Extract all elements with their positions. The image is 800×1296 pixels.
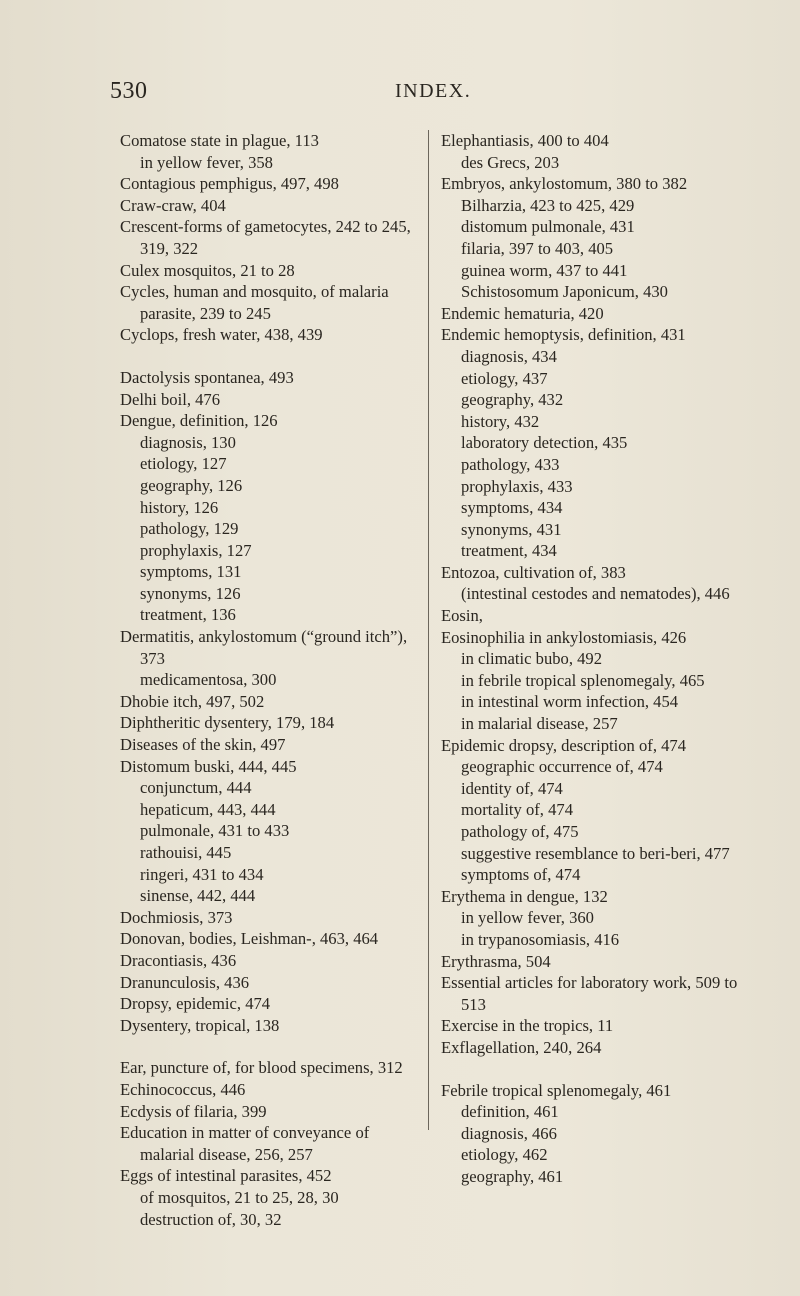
index-subentry: des Grecs, 203 — [461, 152, 560, 172]
index-subentry: treatment, 136 — [140, 605, 236, 625]
index-entry: Epidemic dropsy, description of, 474 — [441, 735, 687, 755]
index-entry: Endemic hematuria, 420 — [441, 303, 604, 323]
index-subentry: rathouisi, 445 — [140, 843, 232, 862]
index-entry: Delhi boil, 476 — [120, 389, 221, 409]
index-subentry: guinea worm, 437 to 441 — [461, 260, 628, 280]
index-subentry: synonyms, 431 — [461, 519, 562, 539]
index-entry: Diseases of the skin, 497 — [120, 735, 286, 755]
index-entry: Exflagellation, 240, 264 — [441, 1037, 602, 1057]
index-entry: Dranunculosis, 436 — [120, 972, 250, 992]
index-entry: Elephantiasis, 400 to 404 — [441, 131, 609, 150]
index-subentry: in malarial disease, 257 — [461, 714, 618, 734]
index-entry: Ear, puncture of, for blood specimens, 312 — [120, 1058, 403, 1078]
index-entry: Dysentery, tropical, 138 — [120, 1015, 280, 1035]
index-subentry: (intestinal cestodes and nematodes), 446 — [461, 584, 730, 604]
index-subentry: Schistosomum Japonicum, 430 — [461, 282, 668, 302]
index-entry: Echinococcus, 446 — [120, 1079, 246, 1099]
index-column-right — [441, 130, 761, 1188]
index-entry: Cyclops, fresh water, 438, 439 — [120, 325, 323, 345]
index-entry: Dhobie itch, 497, 502 — [120, 691, 265, 711]
index-subentry: pathology of, 475 — [461, 822, 579, 841]
index-subentry: sinense, 442, 444 — [140, 886, 256, 906]
index-subentry: ringeri, 431 to 434 — [140, 864, 264, 884]
index-subentry: of mosquitos, 21 to 25, 28, 30 — [140, 1187, 339, 1207]
index-subentry: identity of, 474 — [461, 778, 563, 798]
index-entry: Craw-craw, 404 — [120, 195, 226, 215]
column-divider — [428, 130, 429, 1130]
index-subentry: geographic occurrence of, 474 — [461, 757, 663, 777]
index-subentry: mortality of, 474 — [461, 800, 573, 820]
index-entry: Entozoa, cultivation of, 383 — [441, 562, 626, 582]
index-column-left — [120, 130, 420, 1230]
index-subentry: in yellow fever, 360 — [461, 908, 594, 928]
index-entry: Febrile tropical splenomegaly, 461 — [441, 1080, 672, 1100]
page-header — [110, 78, 690, 108]
index-subentry: diagnosis, 434 — [461, 346, 557, 366]
index-subentry: geography, 432 — [461, 390, 564, 410]
index-subentry: pulmonale, 431 to 433 — [140, 821, 290, 841]
index-entry: Crescent-forms of gametocytes, 242 to 245, 319, 322 — [120, 217, 411, 258]
index-entry: Erythrasma, 504 — [441, 951, 551, 971]
index-subentry: history, 126 — [140, 497, 219, 517]
index-subentry: diagnosis, 130 — [140, 432, 236, 452]
index-entry: Dracontiasis, 436 — [120, 950, 237, 970]
index-subentry: diagnosis, 466 — [461, 1123, 557, 1143]
running-head: INDEX. — [395, 80, 472, 102]
index-entry: Dactolysis spontanea, 493 — [120, 367, 294, 387]
index-entry: Eosin, — [441, 606, 483, 626]
index-entry: Ecdysis of filaria, 399 — [120, 1101, 267, 1121]
index-subentry: distomum pulmonale, 431 — [461, 217, 635, 237]
index-entry: Culex mosquitos, 21 to 28 — [120, 260, 295, 280]
index-subentry: etiology, 462 — [461, 1145, 548, 1165]
index-subentry: in climatic bubo, 492 — [461, 649, 603, 669]
index-subentry: symptoms, 131 — [140, 562, 242, 582]
index-subentry: pathology, 433 — [461, 454, 560, 474]
index-subentry: suggestive resemblance to beri-beri, 477 — [461, 843, 730, 863]
index-entry: Endemic hemoptysis, definition, 431 — [441, 325, 686, 345]
index-entry: Eosinophilia in ankylostomiasis, 426 — [441, 627, 687, 647]
index-entry: Embryos, ankylostomum, 380 to 382 — [441, 174, 688, 194]
index-entry: Dermatitis, ankylostomum (“ground itch”), 373 — [120, 627, 408, 668]
index-entry: Education in matter of conveyance of malarial disease, 256, 257 — [120, 1123, 370, 1164]
index-subentry: destruction of, 30, 32 — [140, 1209, 282, 1229]
index-subentry: pathology, 129 — [140, 519, 239, 539]
index-subentry: symptoms, 434 — [461, 498, 563, 518]
index-entry: Donovan, bodies, Leishman-, 463, 464 — [120, 929, 379, 949]
index-entry: Erythema in dengue, 132 — [441, 886, 608, 906]
index-subentry: conjunctum, 444 — [140, 778, 252, 798]
index-subentry: Bilharzia, 423 to 425, 429 — [461, 195, 635, 215]
index-entry: Dropsy, epidemic, 474 — [120, 994, 271, 1014]
index-subentry: geography, 126 — [140, 475, 243, 495]
index-entry: Dochmiosis, 373 — [120, 907, 233, 927]
index-entry: Eggs of intestinal parasites, 452 — [120, 1166, 332, 1186]
index-subentry: in febrile tropical splenomegaly, 465 — [461, 670, 705, 690]
index-subentry: laboratory detection, 435 — [461, 433, 628, 453]
index-entry: Diphtheritic dysentery, 179, 184 — [120, 713, 335, 733]
index-subentry: etiology, 127 — [140, 454, 227, 474]
page-number: 530 — [110, 78, 148, 104]
index-entry: Comatose state in plague, 113 — [120, 131, 319, 150]
index-entry: Distomum buski, 444, 445 — [120, 756, 297, 776]
index-entry: Dengue, definition, 126 — [120, 411, 278, 431]
index-subentry: in trypanosomiasis, 416 — [461, 929, 620, 949]
index-subentry: prophylaxis, 433 — [461, 476, 573, 496]
index-entry: Essential articles for laboratory work, 509 to 513 — [441, 973, 738, 1014]
index-entry: Exercise in the tropics, 11 — [441, 1016, 614, 1036]
index-subentry: hepaticum, 443, 444 — [140, 799, 276, 819]
index-subentry: definition, 461 — [461, 1102, 559, 1122]
index-entry: Cycles, human and mosquito, of malaria parasite, 239 to 245 — [120, 282, 389, 323]
index-subentry: medicamentosa, 300 — [140, 670, 277, 690]
index-subentry: filaria, 397 to 403, 405 — [461, 238, 614, 258]
index-entry: Contagious pemphigus, 497, 498 — [120, 174, 339, 194]
index-subentry: synonyms, 126 — [140, 583, 241, 603]
index-subentry: treatment, 434 — [461, 541, 557, 561]
index-subentry: etiology, 437 — [461, 368, 548, 388]
index-subentry: prophylaxis, 127 — [140, 540, 252, 560]
index-subentry: geography, 461 — [461, 1166, 564, 1186]
index-subentry: in intestinal worm infection, 454 — [461, 692, 679, 712]
index-subentry: history, 432 — [461, 411, 540, 431]
index-subentry: symptoms of, 474 — [461, 865, 581, 885]
index-subentry: in yellow fever, 358 — [140, 152, 273, 172]
